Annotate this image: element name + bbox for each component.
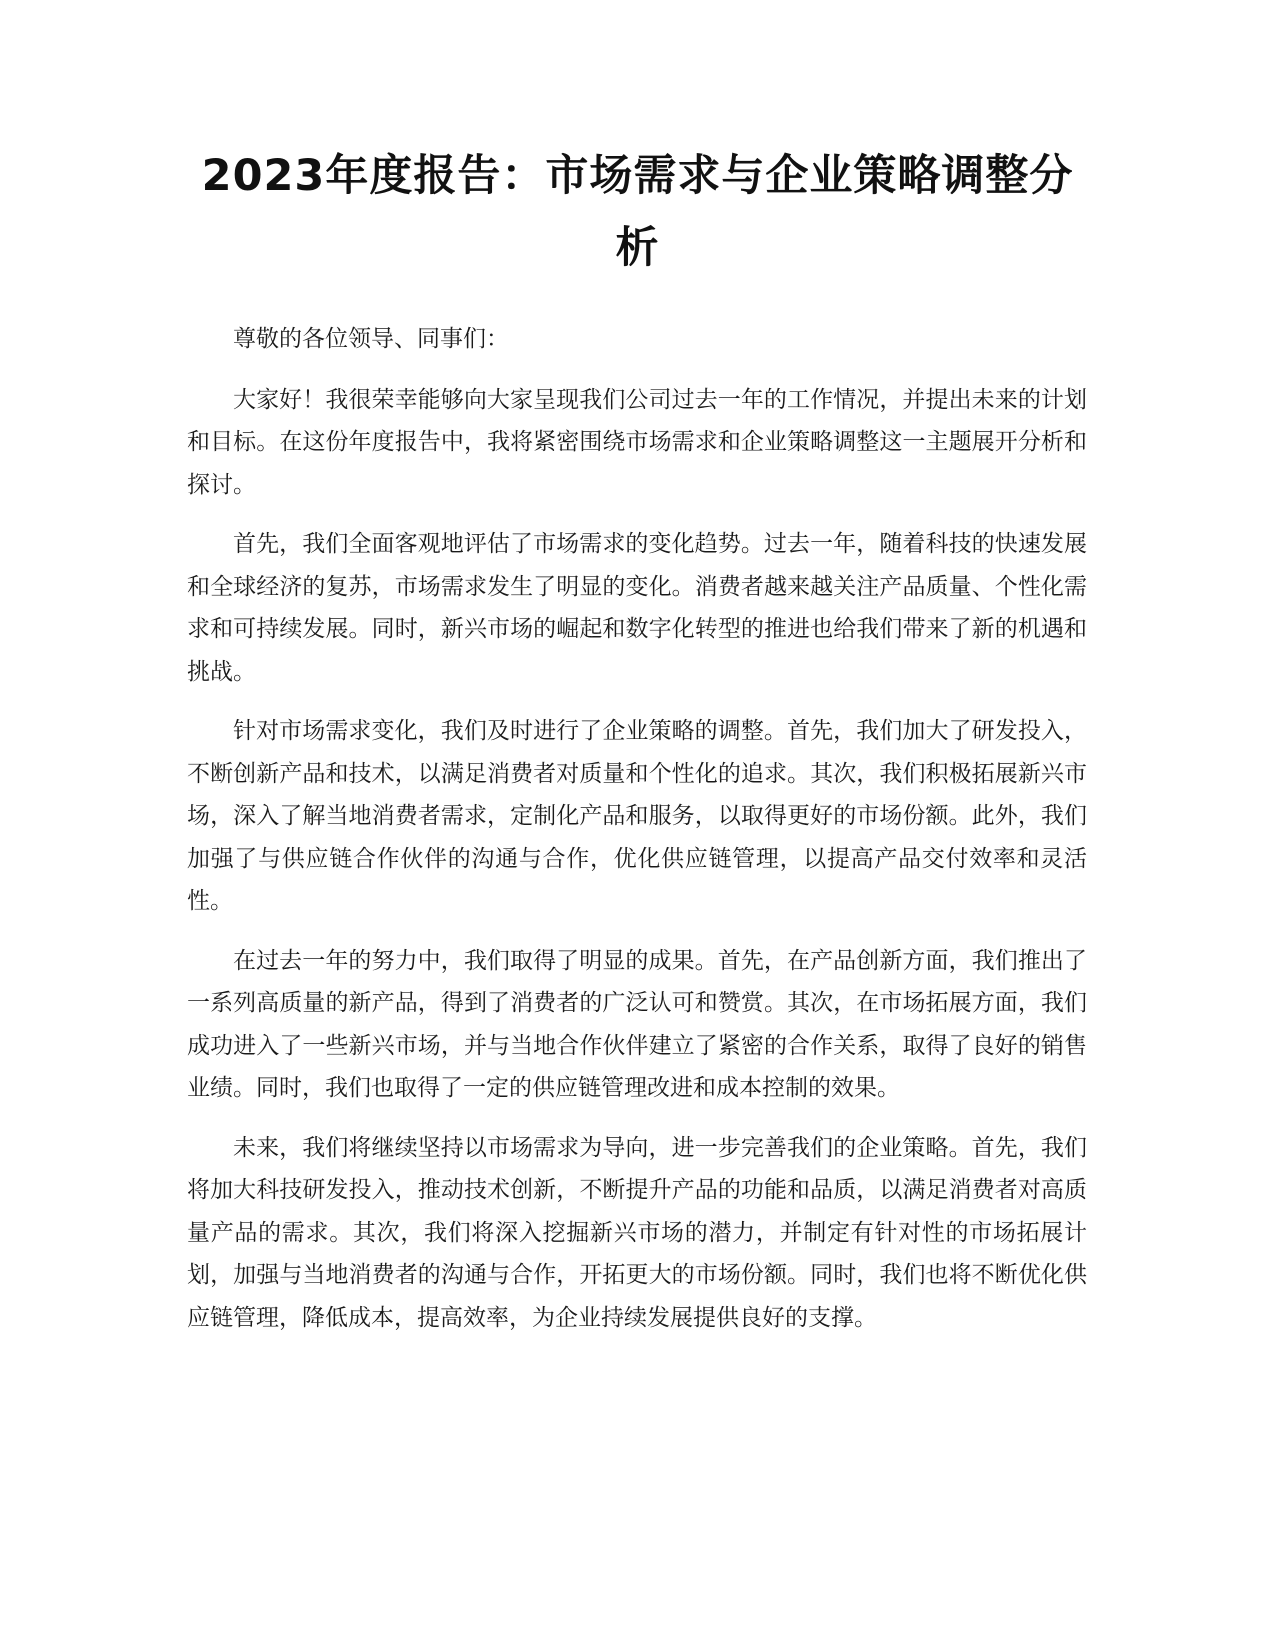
future-plan-paragraph: 未来，我们将继续坚持以市场需求为导向，进一步完善我们的企业策略。首先，我们将加大科技研发投入，推动技术创新，不断提升产品的功能和品质，以满足消费者对高质量产品的需求。其次，我们将深入挖掘新兴市场的潜力，并制定有针对性的市场拓展计划，加强与当地消费者的沟通与合作，开拓更大的市场份额。同时，我们也将不断优化供应链管理，降低成本，提高效率，为企业持续发展提供良好的支撑。 — [187, 1134, 1087, 1331]
achievements-paragraph: 在过去一年的努力中，我们取得了明显的成果。首先，在产品创新方面，我们推出了一系列高质量的新产品，得到了消费者的广泛认可和赞赏。其次，在市场拓展方面，我们成功进入了一些新兴市场，并与当地合作伙伴建立了紧密的合作关系，取得了良好的销售业绩。同时，我们也取得了一定的供应链管理改进和成本控制的效果。 — [187, 947, 1087, 1101]
document-body — [187, 318, 1087, 1356]
strategy-adjustment-paragraph: 针对市场需求变化，我们及时进行了企业策略的调整。首先，我们加大了研发投入，不断创新产品和技术，以满足消费者对质量和个性化的追求。其次，我们积极拓展新兴市场，深入了解当地消费者需求，定制化产品和服务，以取得更好的市场份额。此外，我们加强了与供应链合作伙伴的沟通与合作，优化供应链管理，以提高产品交付效率和灵活性。 — [187, 718, 1087, 914]
salutation-paragraph: 尊敬的各位领导、同事们： — [233, 326, 509, 352]
document-title: 2023年度报告：市场需求与企业策略调整分析 — [201, 151, 1074, 273]
market-demand-paragraph: 首先，我们全面客观地评估了市场需求的变化趋势。过去一年，随着科技的快速发展和全球经济的复苏，市场需求发生了明显的变化。消费者越来越关注产品质量、个性化需求和可持续发展。同时，新兴市场的崛起和数字化转型的推进也给我们带来了新的机遇和挑战。 — [187, 531, 1087, 685]
intro-paragraph: 大家好！我很荣幸能够向大家呈现我们公司过去一年的工作情况，并提出未来的计划和目标。在这份年度报告中，我将紧密围绕市场需求和企业策略调整这一主题展开分析和探讨。 — [187, 386, 1087, 498]
